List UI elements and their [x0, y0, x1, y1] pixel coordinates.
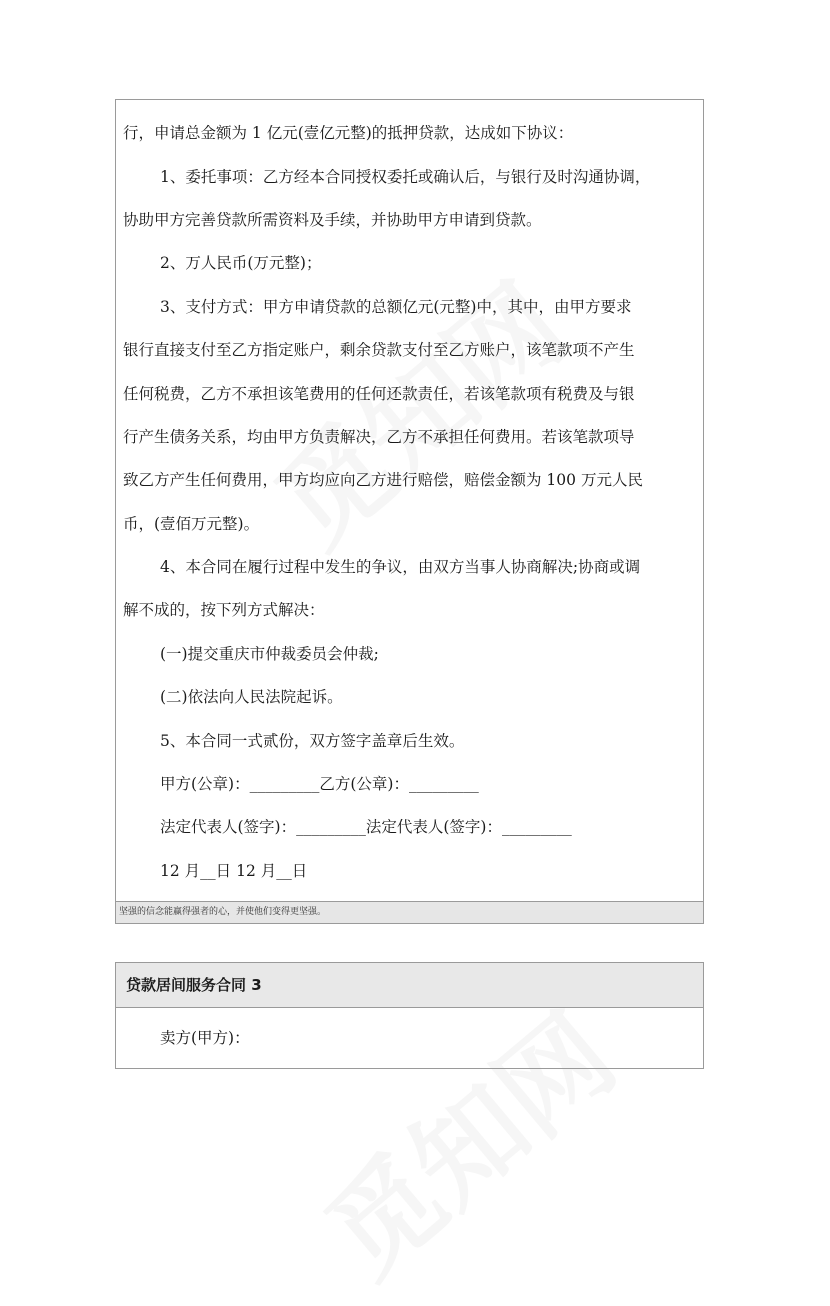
- text-line: 致乙方产生任何费用，甲方均应向乙方进行赔偿，赔偿金额为 100 万元人民: [123, 471, 643, 489]
- text-line: 行产生债务关系，均由甲方负责解决，乙方不承担任何费用。若该笔款项导: [123, 428, 635, 446]
- quote-footer: 坚强的信念能赢得强者的心，并使他们变得更坚强。: [116, 901, 703, 923]
- text-line: 行，申请总金额为 1 亿元(壹亿元整)的抵押贷款，达成如下协议：: [123, 124, 574, 142]
- text-line: 任何税费，乙方不承担该笔费用的任何还款责任，若该笔款项有税费及与银: [123, 385, 635, 403]
- text-line: 币，(壹佰万元整)。: [123, 515, 260, 533]
- signature-line-party: 甲方(公章)：_________乙方(公章)：_________: [160, 775, 479, 793]
- date-line: 12 月__日 12 月__日: [160, 862, 308, 880]
- text-line: 2、万人民币(万元整)；: [160, 254, 322, 272]
- text-line: 银行直接支付至乙方指定账户，剩余贷款支付至乙方账户，该笔款项不产生: [123, 341, 635, 359]
- text-line: 1、委托事项：乙方经本合同授权委托或确认后，与银行及时沟通协调，: [160, 168, 651, 186]
- text-line: 5、本合同一式贰份，双方签字盖章后生效。: [160, 732, 465, 750]
- text-line: (一)提交重庆市仲裁委员会仲裁;: [160, 645, 379, 663]
- contract-text-box: [115, 99, 704, 924]
- text-line: 3、支付方式：甲方申请贷款的总额亿元(元整)中，其中，由甲方要求: [160, 298, 632, 316]
- contract-3-box: [115, 962, 704, 1069]
- section-title: 贷款居间服务合同 3: [116, 963, 703, 1008]
- text-line: 协助甲方完善贷款所需资料及手续，并协助甲方申请到贷款。: [123, 211, 542, 229]
- signature-line-representative: 法定代表人(签字)：_________法定代表人(签字)：_________: [160, 818, 572, 836]
- text-line: 解不成的，按下列方式解决：: [123, 601, 325, 619]
- text-line: (二)依法向人民法院起诉。: [160, 688, 343, 706]
- text-line: 4、本合同在履行过程中发生的争议，由双方当事人协商解决;协商或调: [160, 558, 641, 576]
- text-line: 卖方(甲方)：: [160, 1029, 250, 1047]
